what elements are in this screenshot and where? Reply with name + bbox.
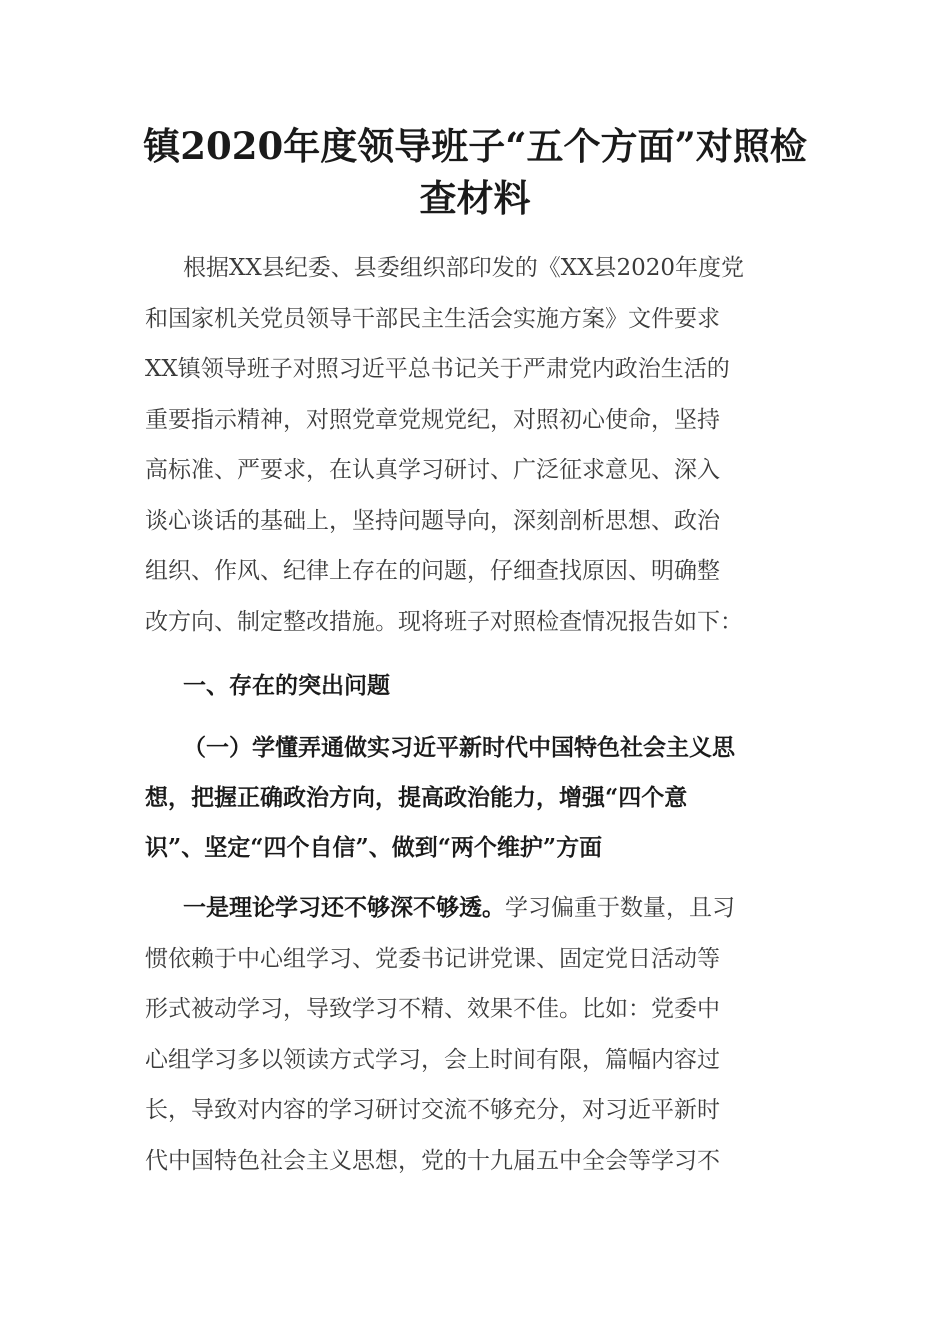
paragraph-line: 组织、作风、纪律上存在的问题，仔细查找原因、明确整 <box>145 558 720 584</box>
paragraph-line: 高标准、严要求，在认真学习研讨、广泛征求意见、深入 <box>145 457 720 483</box>
title-line: 查材料 <box>419 176 531 220</box>
paragraph-line: 长，导致对内容的学习研讨交流不够充分，对习近平新时 <box>145 1097 720 1123</box>
paragraph-line: 谈心谈话的基础上，坚持问题导向，深刻剖析思想、政治 <box>145 507 720 534</box>
paragraph-line: 惯依赖于中心组学习、党委书记讲党课、固定党日活动等 <box>145 945 720 972</box>
subsection-heading-line: （一）学懂弄通做实习近平新时代中国特色社会主义思 <box>183 734 735 761</box>
intro-paragraph <box>145 243 805 647</box>
paragraph-line: 重要指示精神，对照党章党规党纪，对照初心使命，坚持 <box>145 406 720 433</box>
subsection-heading <box>145 723 810 873</box>
paragraph-line: 代中国特色社会主义思想，党的十九届五中全会等学习不 <box>145 1147 720 1174</box>
subsection-heading-line: 识”、坚定“四个自信”、做到“两个维护”方面 <box>145 834 603 861</box>
point-one-paragraph <box>145 883 805 1186</box>
point-lead: 一是理论学习还不够深不够透。 <box>183 894 505 921</box>
paragraph-line: 根据XX县纪委、县委组织部印发的《XX县2020年度党 <box>183 255 745 281</box>
paragraph-line: 形式被动学习，导致学习不精、效果不佳。比如：党委中 <box>145 996 720 1022</box>
paragraph-line <box>145 883 805 934</box>
point-text: 学习偏重于数量，且习 <box>505 895 735 921</box>
section-heading: 一、存在的突出问题 <box>183 673 390 699</box>
paragraph-line: 心组学习多以领读方式学习，会上时间有限，篇幅内容过 <box>145 1046 720 1073</box>
document-title <box>135 120 815 224</box>
paragraph-line: 和国家机关党员领导干部民主生活会实施方案》文件要求 <box>145 305 720 332</box>
paragraph-line: XX镇领导班子对照习近平总书记关于严肃党内政治生活的 <box>145 356 730 382</box>
subsection-heading-line: 想，把握正确政治方向，提高政治能力，增强“四个意 <box>145 784 688 811</box>
paragraph-line: 改方向、制定整改措施。现将班子对照检查情况报告如下： <box>145 608 743 635</box>
title-line: 镇2020年度领导班子“五个方面”对照检 <box>143 124 807 168</box>
